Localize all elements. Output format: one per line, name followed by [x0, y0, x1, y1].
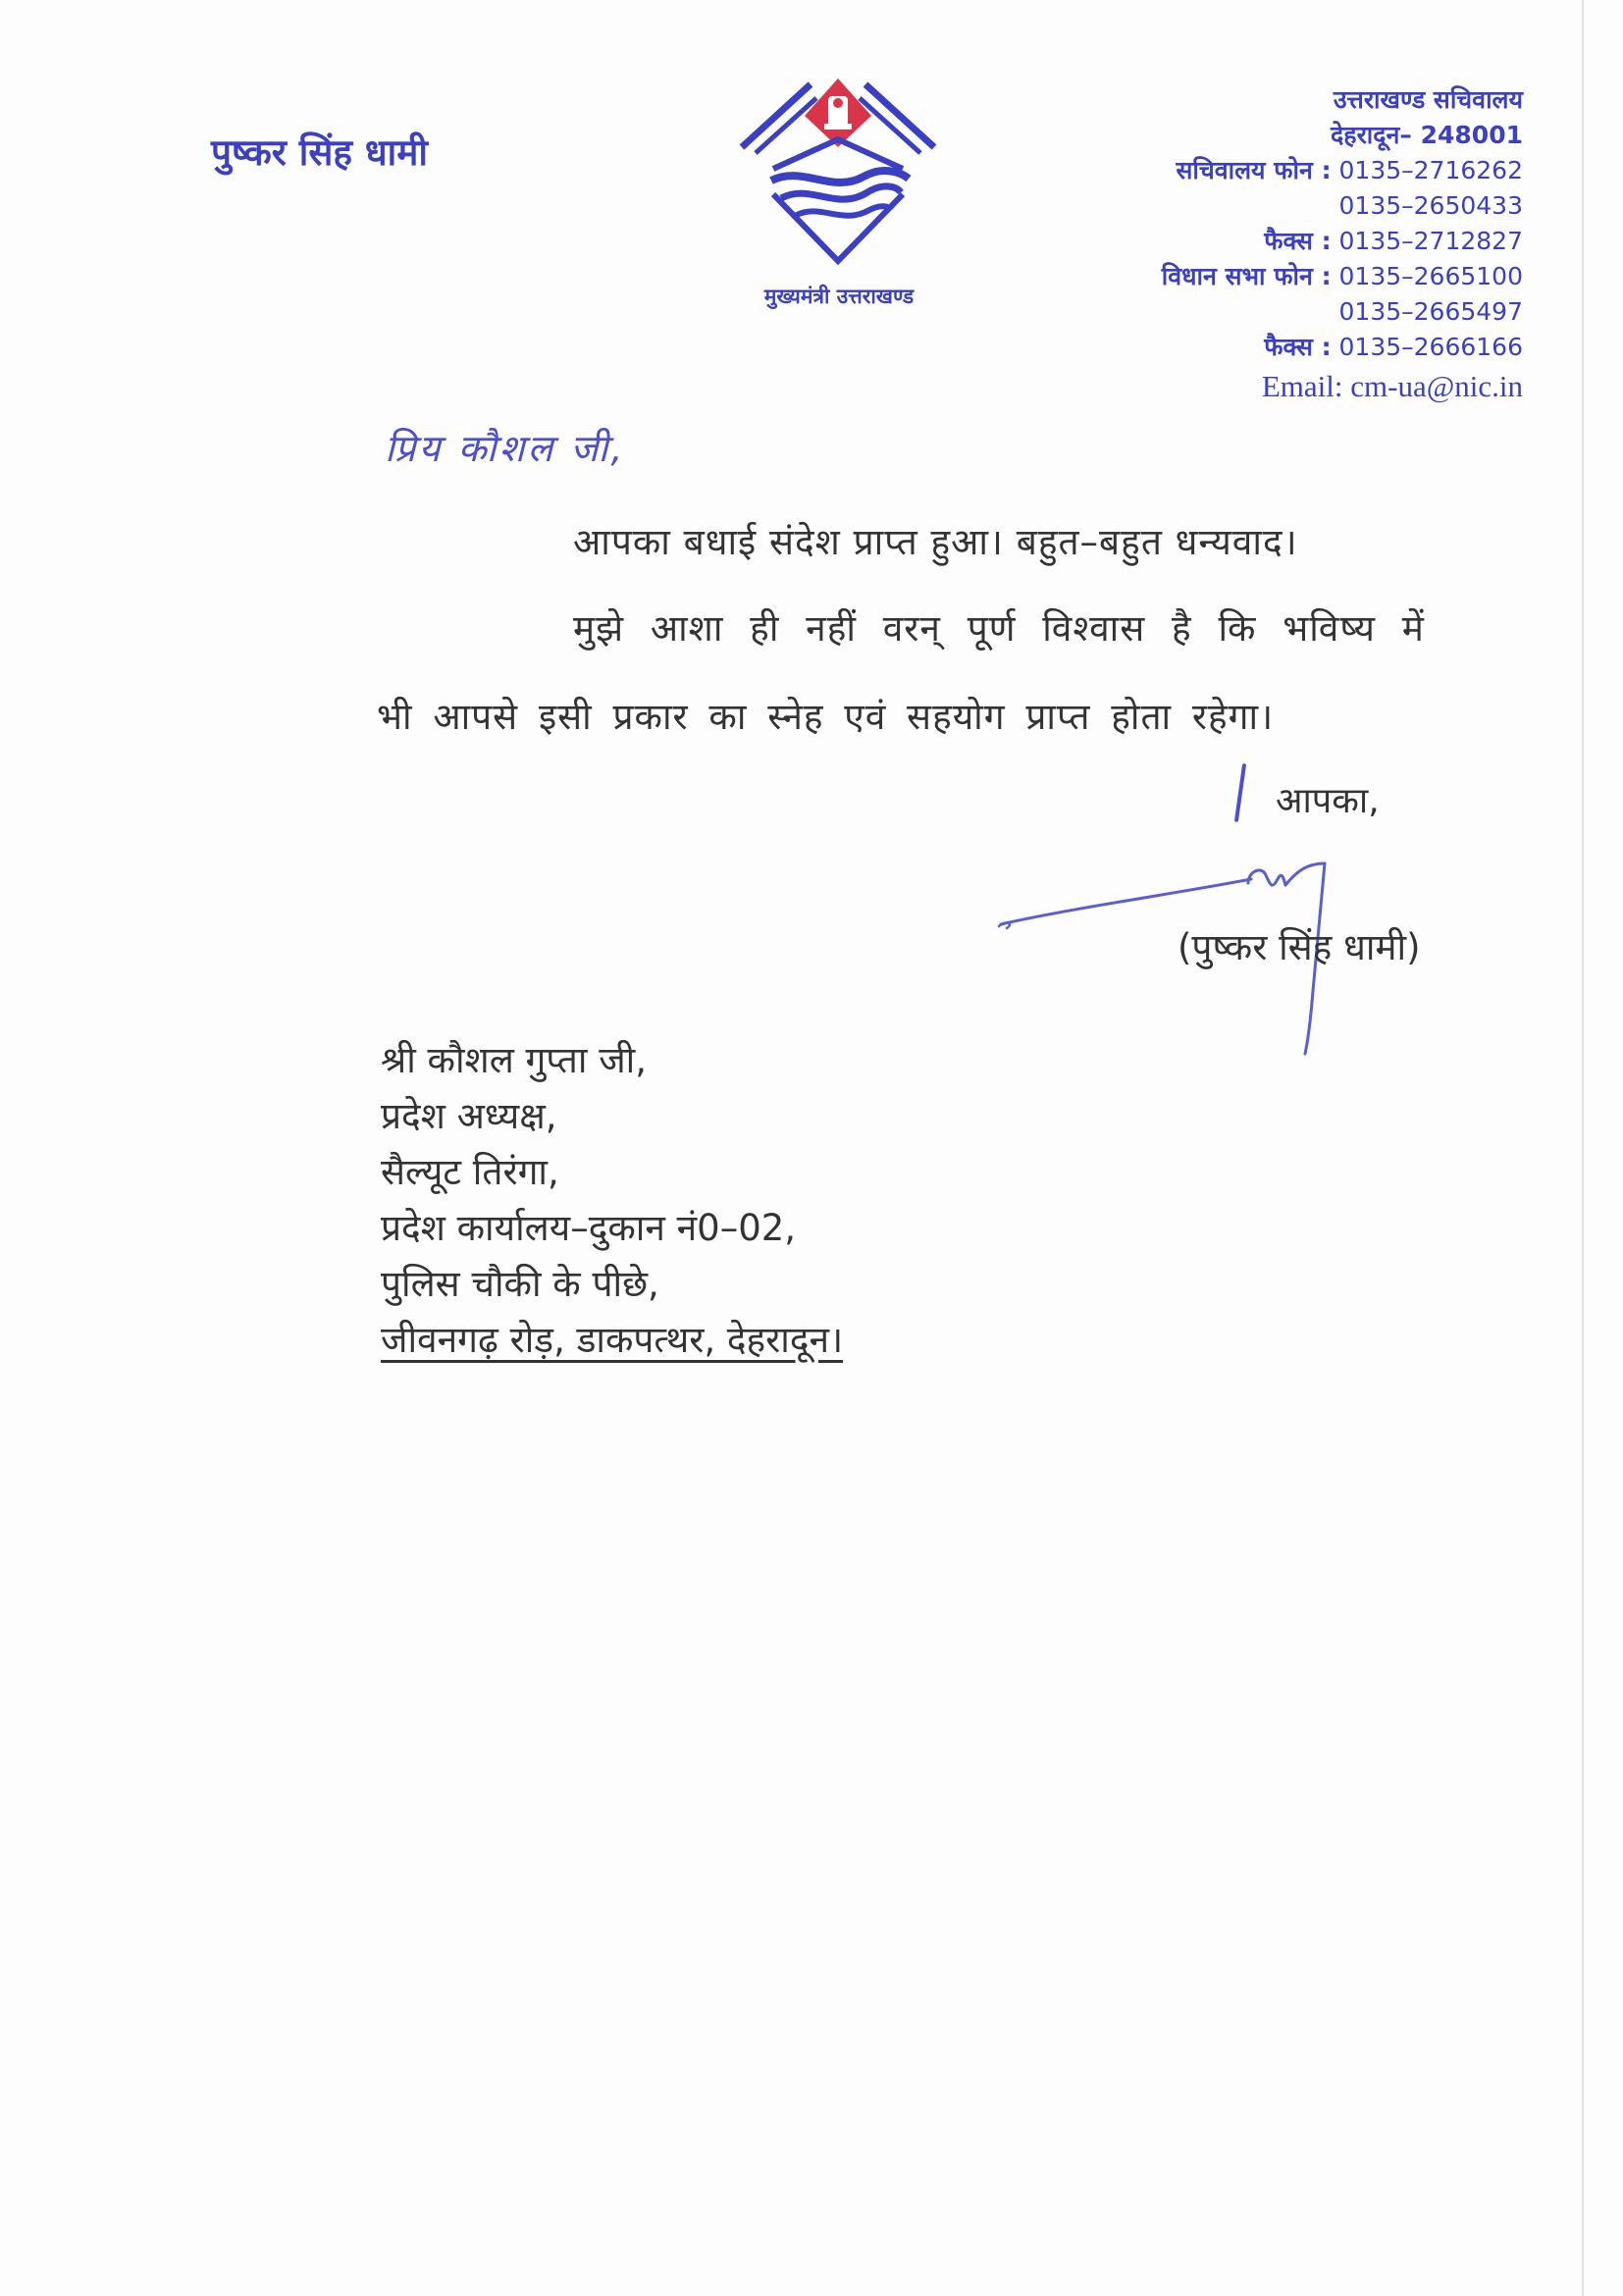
email-address: Email: cm-ua@nic.in — [1261, 369, 1523, 403]
secretariat-phone-row — [973, 153, 1523, 188]
emblem-caption: मुख्यमंत्री उत्तराखण्ड — [763, 285, 915, 308]
recipient-line-1: श्री कौशल गुप्ता जी, — [381, 1039, 648, 1081]
salutation: प्रिय कौशल जी, — [385, 427, 626, 470]
recipient-line-3: सैल्यूट तिरंगा, — [381, 1151, 559, 1193]
recipient-line-5: पुलिस चौकी के पीछे, — [381, 1263, 659, 1305]
recipient-line-6: जीवनगढ़ रोड़, डाकपत्थर, देहरादून। — [381, 1319, 844, 1361]
closing-text: आपका, — [1276, 781, 1380, 821]
fax-row-2 — [973, 330, 1523, 365]
assembly-phone-2: 0135–2665497 — [1338, 297, 1523, 326]
fax-number-2: 0135–2666166 — [1338, 333, 1523, 361]
fax-number-1: 0135–2712827 — [1338, 227, 1523, 255]
fax-label-2: फैक्स : — [1264, 333, 1332, 361]
assembly-phone-label: विधान सभा फोन : — [1161, 262, 1332, 290]
office-city: देहरादून– 248001 — [1331, 121, 1523, 149]
uttarakhand-emblem-icon — [734, 71, 942, 267]
fax-row-1 — [973, 224, 1523, 259]
secretariat-phone-1: 0135–2716262 — [1338, 156, 1523, 184]
paragraph-2-line-1: मुझे आशा ही नहीं वरन् पूर्ण विश्वास है कि भविष्य में — [573, 607, 1425, 650]
page-edge — [1582, 0, 1584, 2296]
assembly-phone-row — [973, 259, 1523, 294]
secretariat-phone-2: 0135–2650433 — [1338, 191, 1523, 220]
paragraph-2-line-2: भी आपसे इसी प्रकार का स्नेह एवं सहयोग प्राप्त होता रहेगा। — [377, 696, 1275, 738]
signatory-name: (पुष्कर सिंह धामी) — [1178, 926, 1421, 968]
paragraph-1: आपका बधाई संदेश प्राप्त हुआ। बहुत–बहुत धन्यवाद। — [573, 521, 1298, 563]
recipient-line-2: प्रदेश अध्यक्ष, — [381, 1095, 557, 1137]
assembly-phone-1: 0135–2665100 — [1338, 262, 1523, 290]
contact-block — [973, 82, 1523, 408]
pen-mark — [1234, 763, 1246, 822]
fax-label-1: फैक्स : — [1264, 227, 1332, 255]
sender-name: पुष्कर सिंह धामी — [211, 131, 428, 174]
secretariat-phone-label: सचिवालय फोन : — [1176, 156, 1332, 184]
recipient-line-4: प्रदेश कार्यालय–दुकान नं0–02, — [381, 1207, 797, 1249]
recipient-address — [381, 1032, 843, 1368]
office-name: उत्तराखण्ड सचिवालय — [1333, 85, 1523, 114]
